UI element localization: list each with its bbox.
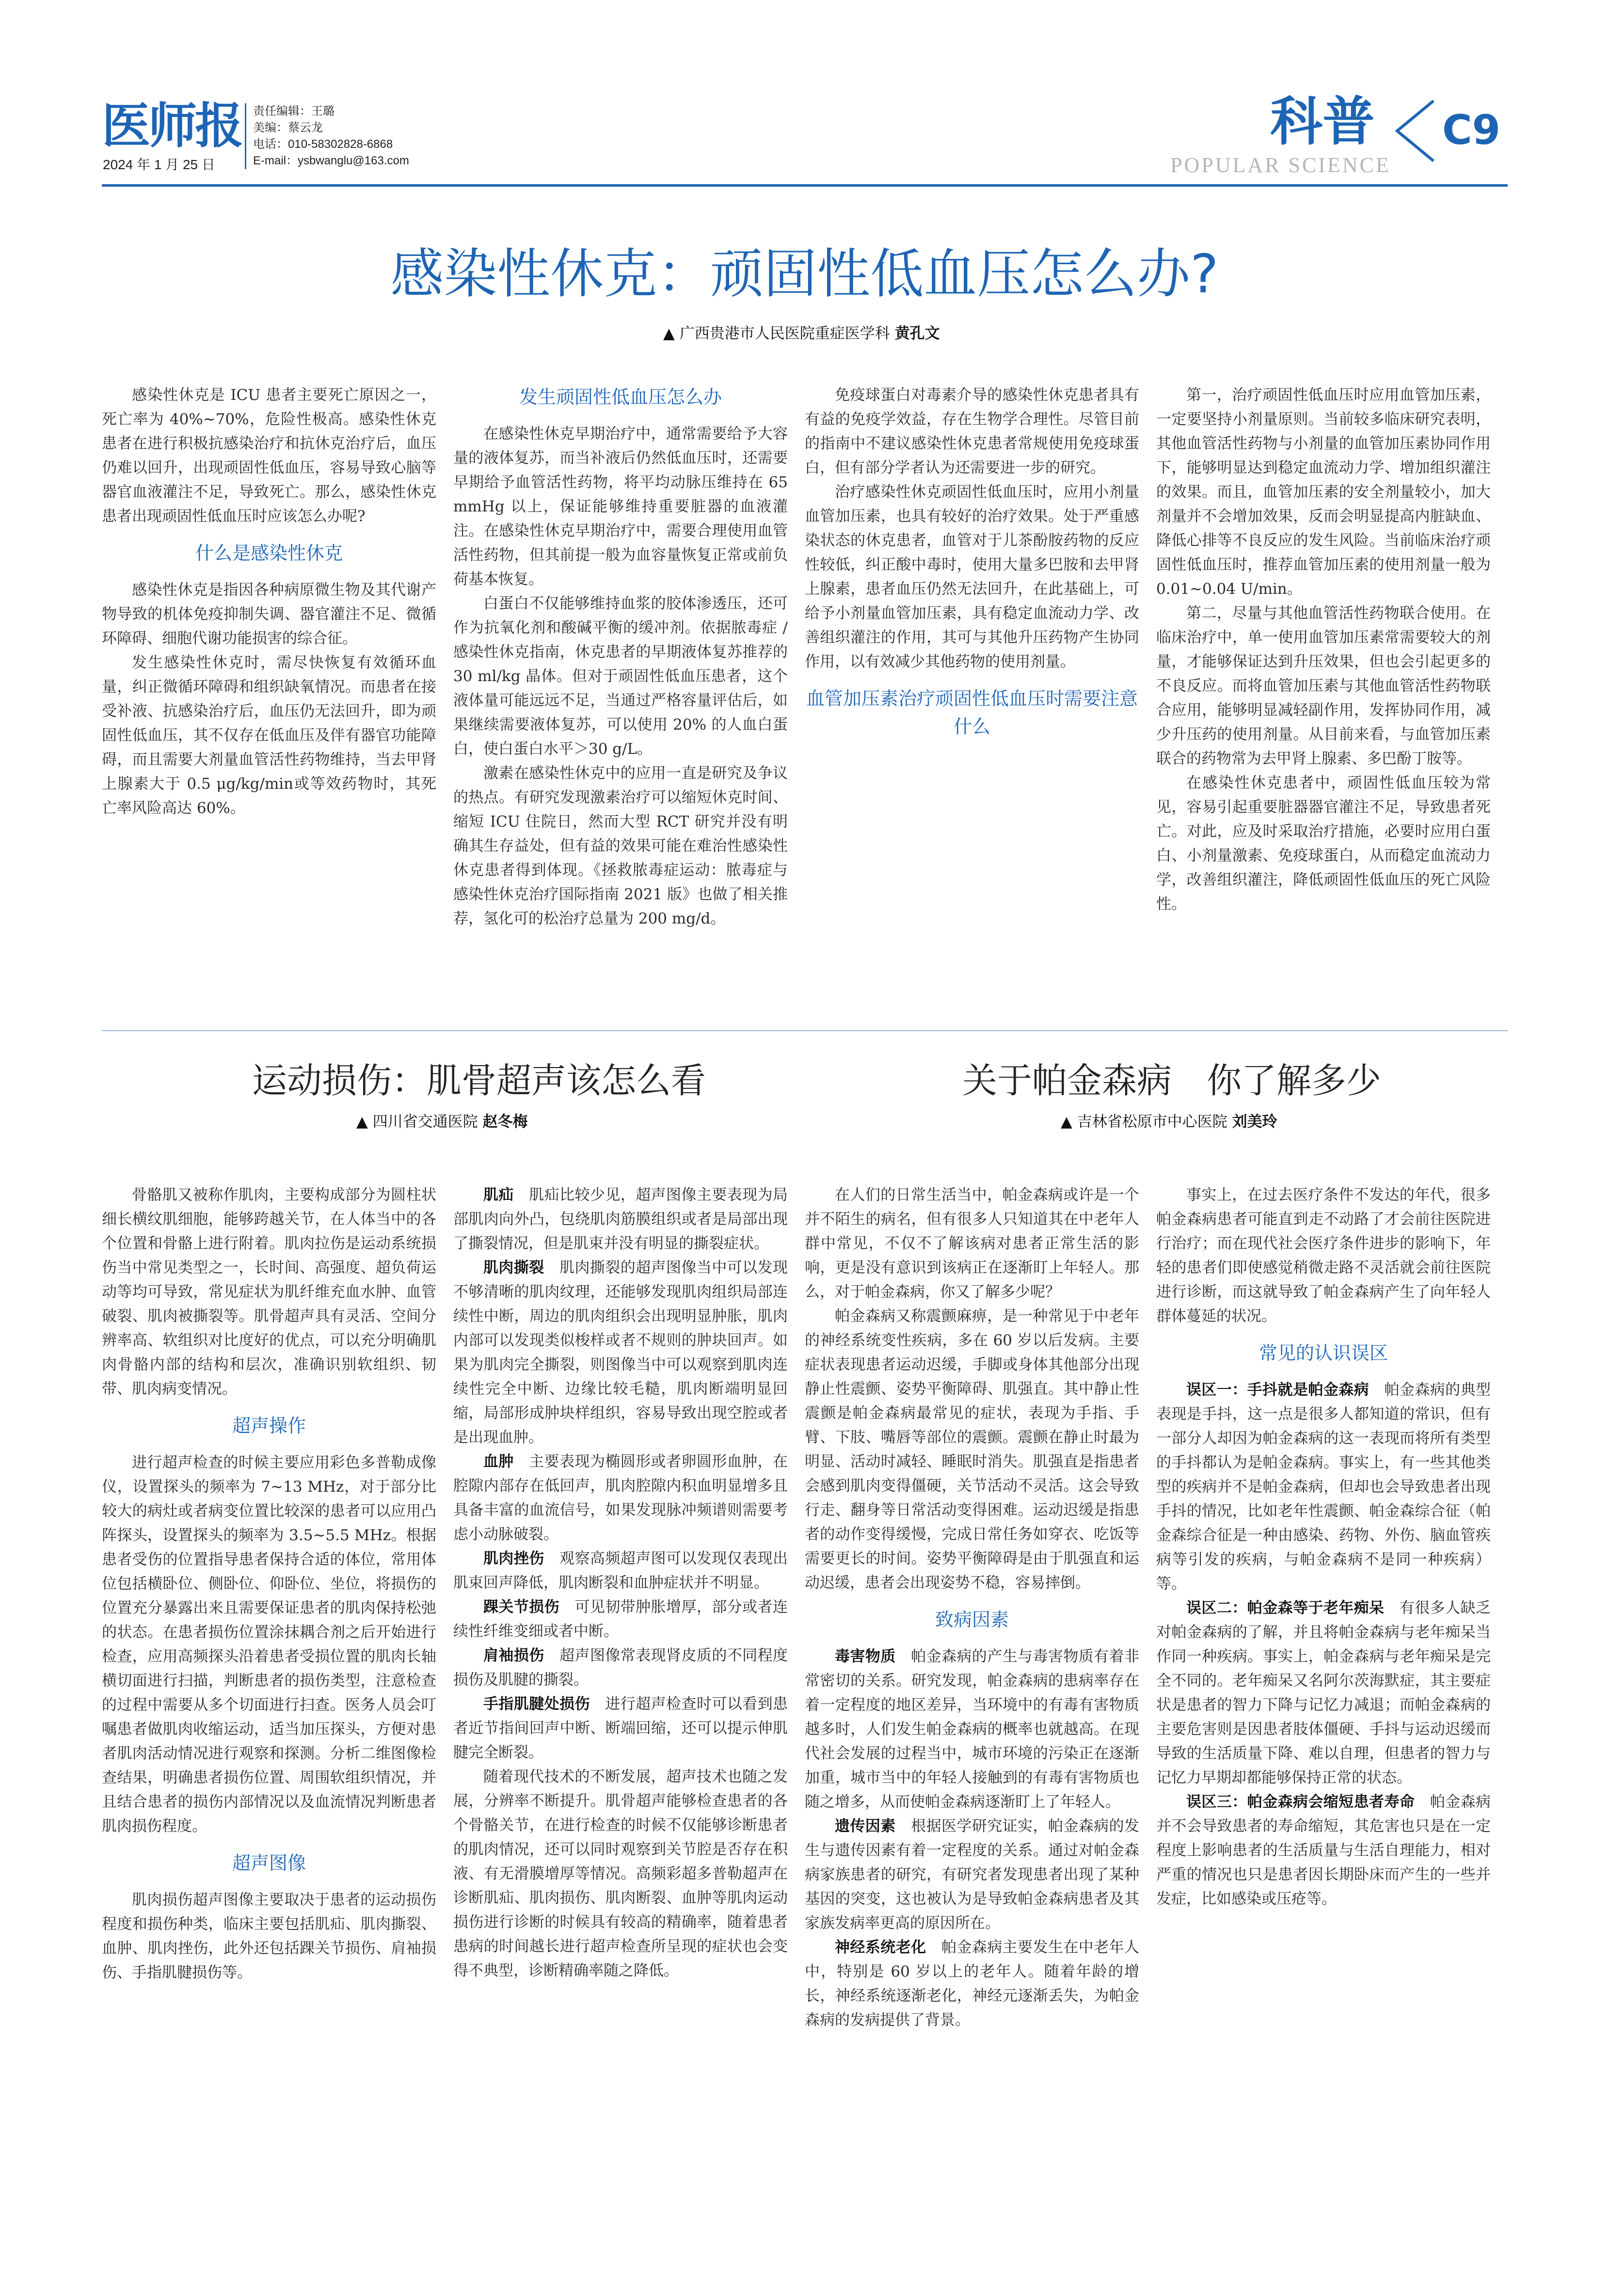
article1-column-4 [1156,383,1491,916]
paragraph: 激素在感染性休克中的应用一直是研究及争议的热点。有研究发现激素治疗可以缩短休克时间、缩短 ICU 住院日，然而大型 RCT 研究并没有明确其生存益处，但有益的效果可能在难治性感染性休克患者得到体现。《拯救脓毒症运动：脓毒症与感染性休克治疗国际指南 2021 版》也做了相关推荐，氢化可的松治疗总量为 200 mg/d。 [453,765,788,927]
item-lead: 神经系统老化 [835,1939,926,1956]
section-title-english: POPULAR SCIENCE [1170,153,1391,177]
list-item [453,1547,788,1595]
article2-column-2 [453,1183,788,1983]
article-divider [102,1030,1508,1031]
article3-section2-title: 常见的认识误区 [1259,1342,1388,1364]
paragraph: 发生感染性休克时，需尽快恢复有效循环血量，纠正微循环障碍和组织缺氧情况。而患者在接受补液、抗感染治疗后，血压仍无法回升，即为顽固性低血压，其不仅存在低血压及伴有器官功能障碍，而且需要大剂量血管活性药物维持，当去甲肾上腺素大于 0.5 μg/kg/min或等效药物时，其死亡率风险高达 60%。 [102,654,436,817]
list-item [453,1450,788,1547]
item-lead: 肌肉挫伤 [483,1550,544,1567]
paragraph: 事实上，在过去医疗条件不发达的年代，很多帕金森病患者可能直到走不动路了才会前往医院进行治疗；而在现代社会医疗条件进步的影响下，年轻的患者们即使感觉稍微走路不灵活就会前往医院进行诊断，而这就导致了帕金森病产生了向年轻人群体蔓延的状况。 [1156,1186,1491,1325]
article1-column-1 [102,383,436,820]
item-lead: 遗传因素 [835,1818,896,1835]
article1-column-3 [805,383,1139,751]
paragraph: 进行超声检查的时候主要应用彩色多普勒成像仪，设置探头的频率为 7~13 MHz，对于部分比较大的病灶或者病变位置比较深的患者可以应用凸阵探头，设置探头的频率为 3.5~5.5 MHz。根据患者受伤的位置指导患者保持合适的体位，常用体位包括横卧位、侧卧位、仰卧位、坐位，将损伤的位置充分暴露出来且需要保证患者的肌肉保持松弛的状态。在患者损伤位置涂抹耦合剂之后开始进行检查，应用高频探头沿着患者受损位置的肌肉长轴横切面进行扫描，判断患者的损伤类型，注意检查的过程中需要从多个切面进行扫查。医务人员会叮嘱患者做肌肉收缩运动，适当加压探头，方便对患者肌肉活动情况进行观察和探测。分析二维图像检查结果，明确患者损伤位置、周围软组织情况，并且结合患者的损伤内部情况以及血流情况判断患者肌肉损伤程度。 [102,1454,436,1835]
item-text: 帕金森病并不会导致患者的寿命缩短，其危害也只是在一定程度上影响患者的生活质量与生活自理能力，相对严重的情况也只是患者因长期卧床而产生的一些并发症，比如感染或压疮等。 [1156,1793,1491,1908]
paragraph: 在感染性休克早期治疗中，通常需要给予大容量的液体复苏，而当补液后仍然低血压时，还需要早期给予血管活性药物，将平均动脉压维持在 65 mmHg 以上，保证能够维持重要脏器的血液灌注。在感染性休克早期治疗中，需要合理使用血管活性药物，但其前提一般为血容量恢复正常或前负荷基本恢复。 [453,425,788,588]
paragraph: 肌肉损伤超声图像主要取决于患者的运动损伤程度和损伤种类，临床主要包括肌疝、肌肉撕裂、血肿、肌肉挫伤，此外还包括踝关节损伤、肩袖损伤、手指肌腱损伤等。 [102,1891,436,1981]
article3-headline: 关于帕金森病 你了解多少 [962,1060,1382,1101]
paragraph: 在感染性休克患者中，顽固性低血压较为常见，容易引起重要脏器器官灌注不足，导致患者死亡。对此，应及时采取治疗措施，必要时应用白蛋白、小剂量激素、免疫球蛋白，从而稳定血流动力学，改善组织灌注，降低顽固性低血压的死亡风险性。 [1156,774,1491,913]
article2-column-1 [102,1183,436,1985]
list-item [453,1692,788,1765]
list-item [805,1644,1139,1814]
article3-section1-title: 致病因素 [935,1609,1009,1630]
article3-byline-org: 吉林省松原市中心医院 [1077,1113,1227,1131]
article1-byline-author: 黄孔文 [894,325,940,342]
paragraph: 在人们的日常生活当中，帕金森病或许是一个并不陌生的病名，但有很多人只知道其在中老年人群中常见，不仅不了解该病对患者正常生活的影响，更是没有意识到该病正在逐渐盯上年轻人。那么，对于帕金森病，你又了解多少呢？ [805,1186,1139,1301]
item-lead: 毒害物质 [835,1648,896,1665]
list-item [805,1814,1139,1935]
list-item [1156,1378,1491,1596]
list-item [805,1935,1139,2032]
paragraph: 帕金森病又称震颤麻痹，是一种常见于中老年的神经系统变性疾病，多在 60 岁以后发病。主要症状表现患者运动迟缓，手脚或身体其他部分出现静止性震颤、姿势平衡障碍、肌强直。其中静止性震颤是帕金森病最常见的症状，表现为手指、手臂、下肢、嘴唇等部位的震颤。震颤在静止时最为明显、活动时减轻、睡眠时消失。肌强直是指患者会感到肌肉变得僵硬，关节活动不灵活。这会导致行走、翻身等日常活动变得困难。运动迟缓是指患者的动作变得缓慢，完成日常任务如穿衣、吃饭等需要更长的时间。姿势平衡障碍是由于肌强直和运动迟缓，患者会出现姿势不稳，容易摔倒。 [805,1307,1139,1592]
list-item [453,1256,788,1450]
article1-byline: ▲ 广西贵港市人民医院重症医学科 黄孔文 [663,325,940,342]
article1-column-2 [453,383,788,931]
paragraph: 第二，尽量与其他血管活性药物联合使用。在临床治疗中，单一使用血管加压素常需要较大的剂量，才能够保证达到升压效果，但也会引起更多的不良反应。而将血管加压素与其他血管活性药物联合应用，能够明显减轻副作用，发挥协同作用，减少升压药的使用剂量。从目前来看，与血管加压素联合的药物常为去甲肾上腺素、多巴酚丁胺等。 [1156,605,1491,767]
paragraph: 感染性休克是指因各种病原微生物及其代谢产物导致的机体免疫抑制失调、器官灌注不足、微循环障碍、细胞代谢功能损害的综合征。 [102,581,436,647]
contact-phone: 电话：010-58302828-6868 [253,138,393,151]
item-lead: 误区三：帕金森病会缩短患者寿命 [1186,1793,1415,1811]
list-item [1156,1596,1491,1790]
article3-byline-author: 刘美玲 [1232,1113,1277,1131]
item-text: 主要表现为椭圆形或者卵圆形血肿，在腔隙内部存在低回声，肌肉腔隙内积血明显增多且具备丰富的血流信号，如果发现脉冲频谱则需要考虑小动脉破裂。 [453,1453,788,1543]
article3-column-1 [805,1183,1139,2032]
article3-byline: ▲ 吉林省松原市中心医院 刘美玲 [1061,1113,1277,1131]
article1-section2-title: 发生顽固性低血压怎么办 [519,386,722,408]
paragraph: 随着现代技术的不断发展，超声技术也随之发展，分辨率不断提升。肌骨超声能够检查患者的各个骨骼关节，在进行检查的时候不仅能够诊断患者的肌肉情况，还可以同时观察到关节腔是否存在积液、有无滑膜增厚等情况。高频彩超多普勒超声在诊断肌疝、肌肉损伤、肌肉断裂、血肿等肌肉运动损伤进行诊断的时候具有较高的精确率，随着患者患病的时间越长进行超声检查所呈现的症状也会变得不典型，诊断精确率随之降低。 [453,1768,788,1979]
article1-intro: 感染性休克是 ICU 患者主要死亡原因之一，死亡率为 40%~70%，危险性极高。感染性休克患者在进行积极抗感染治疗和抗休克治疗后，血压仍难以回升，出现顽固性低血压，容易导致心脑等器官血液灌注不足，导致死亡。那么，感染性休克患者出现顽固性低血压时应该怎么办呢? [102,386,436,525]
editor-credits [245,103,409,169]
list-item [453,1643,788,1692]
article2-byline-org: 四川省交通医院 [372,1113,478,1131]
item-text: 帕金森病的产生与毒害物质有着非常密切的关系。研究发现，帕金森病的患病率存在着一定程度的地区差异，当环境中的有毒有害物质越多时，人们发生帕金森病的概率也就越高。在现代社会发展的过程当中，城市环境的污染正在逐渐加重，城市当中的年轻人接触到的有毒有害物质也随之增多，从而使帕金森病逐渐盯上了年轻人。 [805,1648,1140,1811]
item-text: 帕金森病主要发生在中老年人中，特别是 60 岁以上的老年人。随着年龄的增长，神经系统逐渐老化，神经元逐渐丢失，为帕金森病的发病提供了背景。 [805,1939,1140,2029]
article2-headline: 运动损伤：肌骨超声该怎么看 [252,1060,706,1101]
issue-date: 2024 年 1 月 25 日 [103,157,215,172]
article2-section1-title: 超声操作 [232,1415,306,1436]
item-lead: 手指肌腱处损伤 [483,1695,590,1713]
item-text: 观察高频超声图可以发现仅表现出肌束回声降低，肌肉断裂和血肿症状并不明显。 [453,1550,788,1592]
paragraph: 第一，治疗顽固性低血压时应用血管加压素，一定要坚持小剂量原则。当前较多临床研究表明，其他血管活性药物与小剂量的血管加压素协同作用下，能够明显达到稳定血流动力学、增加组织灌注的效果。而且，血管加压素的安全剂量较小，加大剂量并不会增加效果，反而会明显提高内脏缺血、降低心排等不良反应的发生风险。当前临床治疗顽固性低血压时，推荐血管加压素的使用剂量一般为 0.01~0.04 U/min。 [1156,386,1491,598]
article1-headline: 感染性休克：顽固性低血压怎么办? [390,243,1219,305]
paragraph: 免疫球蛋白对毒素介导的感染性休克患者具有有益的免疫学效益，存在生物学合理性。尽管目前的指南中不建议感染性休克患者常规使用免疫球蛋白，但有部分学者认为还需要进一步的研究。 [805,386,1139,477]
item-lead: 肌疝 [483,1186,514,1204]
section-title: 科普 [1270,92,1375,152]
item-text: 根据医学研究证实，帕金森病的发生与遗传因素有着一定程度的关系。通过对帕金森病家族患者的研究，有研究者发现患者出现了某种基因的突变，这也被认为是导致帕金森病患者及其家族发病率更高的原因所在。 [805,1818,1140,1932]
item-text: 肌肉撕裂的超声图像当中可以发现不够清晰的肌肉纹理，还能够发现肌肉组织局部连续性中断，周边的肌肉组织会出现明显肿胀，肌肉内部可以发现类似梭样或者不规则的肿块回声。如果为肌肉完全撕裂，则图像当中可以观察到肌肉连续性完全中断、边缘比较毛糙，肌肉断端明显回缩，局部形成肿块样组织，容易导致出现空腔或者是出现血肿。 [453,1259,788,1446]
item-text: 帕金森病的典型表现是手抖，这一点是很多人都知道的常识，但有一部分人却因为帕金森病的这一表现而将所有类型的手抖都认为是帕金森病。事实上，有一些其他类型的疾病并不是帕金森病，但却也会导致患者出现手抖的情况，比如老年性震颤、帕金森综合征（帕金森综合征是一种由感染、药物、外伤、脑血管疾病等引发的疾病，与帕金森病不是同一种疾病）等。 [1156,1381,1491,1593]
item-lead: 误区二：帕金森等于老年痴呆 [1186,1599,1385,1617]
page-number: C9 [1442,106,1501,154]
contact-email: E-mail：ysbwanglu@163.com [253,154,409,167]
item-text: 有很多人缺乏对帕金森病的了解，并且将帕金森病与老年痴呆当作同一种疾病。事实上，帕金森病与老年痴呆是完全不同的。老年痴呆又名阿尔茨海默症，其主要症状是患者的智力下降与记忆力减退；而帕金森病的主要危害则是因患者肢体僵硬、手抖与运动迟缓而导致的生活质量下降、难以自理，但患者的智力与记忆力早期却都能够保持正常的状态。 [1156,1599,1491,1786]
paragraph: 白蛋白不仅能够维持血浆的胶体渗透压，还可作为抗氧化剂和酸碱平衡的缓冲剂。依据脓毒症 / 感染性休克指南，休克患者的早期液体复苏推荐的 30 ml/kg 晶体。但对于顽固性低血压患者，这个液体量可能远远不足，当通过严格容量评估后，如果继续需要液体复苏，可以使用 20% 的人血白蛋白，使白蛋白水平＞30 g/L。 [453,595,788,758]
paragraph: 治疗感染性休克顽固性低血压时，应用小剂量血管加压素，也具有较好的治疗效果。处于严重感染状态的休克患者，血管对于儿茶酚胺药物的反应性较低，纠正酸中毒时，使用大量多巴胺和去甲肾上腺素，患者血压仍然无法回升，在此基础上，可给予小剂量血管加压素，具有稳定血流动力学、改善组织灌注的作用，其可与其他升压药物产生协同作用，以有效减少其他药物的使用剂量。 [805,483,1139,670]
article2-byline: ▲ 四川省交通医院 赵冬梅 [356,1113,528,1131]
article1-section3-title: 血管加压素治疗顽固性低血压时需要注意什么 [806,688,1138,737]
article1-byline-org: 广西贵港市人民医院重症医学科 [679,325,890,342]
item-lead: 误区一：手抖就是帕金森病 [1186,1381,1370,1399]
article2-intro: 骨骼肌又被称作肌肉，主要构成部分为圆柱状细长横纹肌细胞，能够跨越关节，在人体当中的各个位置和骨骼上进行附着。肌肉拉伤是运动系统损伤当中常见类型之一，长时间、高强度、超负荷运动等均可导致，常见症状为肌纤维充血水肿、血管破裂、肌肉被撕裂等。肌骨超声具有灵活、空间分辨率高、软组织对比度好的优点，可以充分明确肌肉骨骼内部的结构和层次，准确识别软组织、韧带、肌肉病变情况。 [102,1186,436,1398]
article1-section1-title: 什么是感染性休克 [195,542,343,564]
item-lead: 肩袖损伤 [483,1647,544,1664]
list-item [1156,1790,1491,1911]
item-text: 可见韧带肿胀增厚，部分或者连续性纤维变细或者中断。 [453,1598,788,1640]
item-lead: 肌肉撕裂 [483,1259,544,1276]
item-text: 超声图像常表现肾皮质的不同程度损伤及肌腱的撕裂。 [453,1647,788,1689]
article2-section2-title: 超声图像 [232,1852,306,1874]
article2-byline-author: 赵冬梅 [482,1113,528,1131]
list-item [453,1595,788,1643]
chevron-left-icon [1387,97,1441,165]
item-text: 肌疝比较少见，超声图像主要表现为局部肌肉向外凸，包绕肌肉筋膜组织或者是局部出现了撕裂情况，但是肌束并没有明显的撕裂症状。 [453,1186,788,1252]
item-lead: 踝关节损伤 [483,1598,560,1616]
newspaper-logo: 医师报 [102,97,241,154]
list-item [453,1183,788,1256]
designer-name: 美编：蔡云龙 [253,121,323,134]
header-divider [102,184,1508,187]
item-lead: 血肿 [483,1453,514,1470]
editor-name: 责任编辑：王璐 [253,105,335,118]
item-text: 进行超声检查时可以看到患者近节指间回声中断、断端回缩，还可以提示伸肌腱完全断裂。 [453,1695,788,1761]
article3-column-2 [1156,1183,1491,1911]
